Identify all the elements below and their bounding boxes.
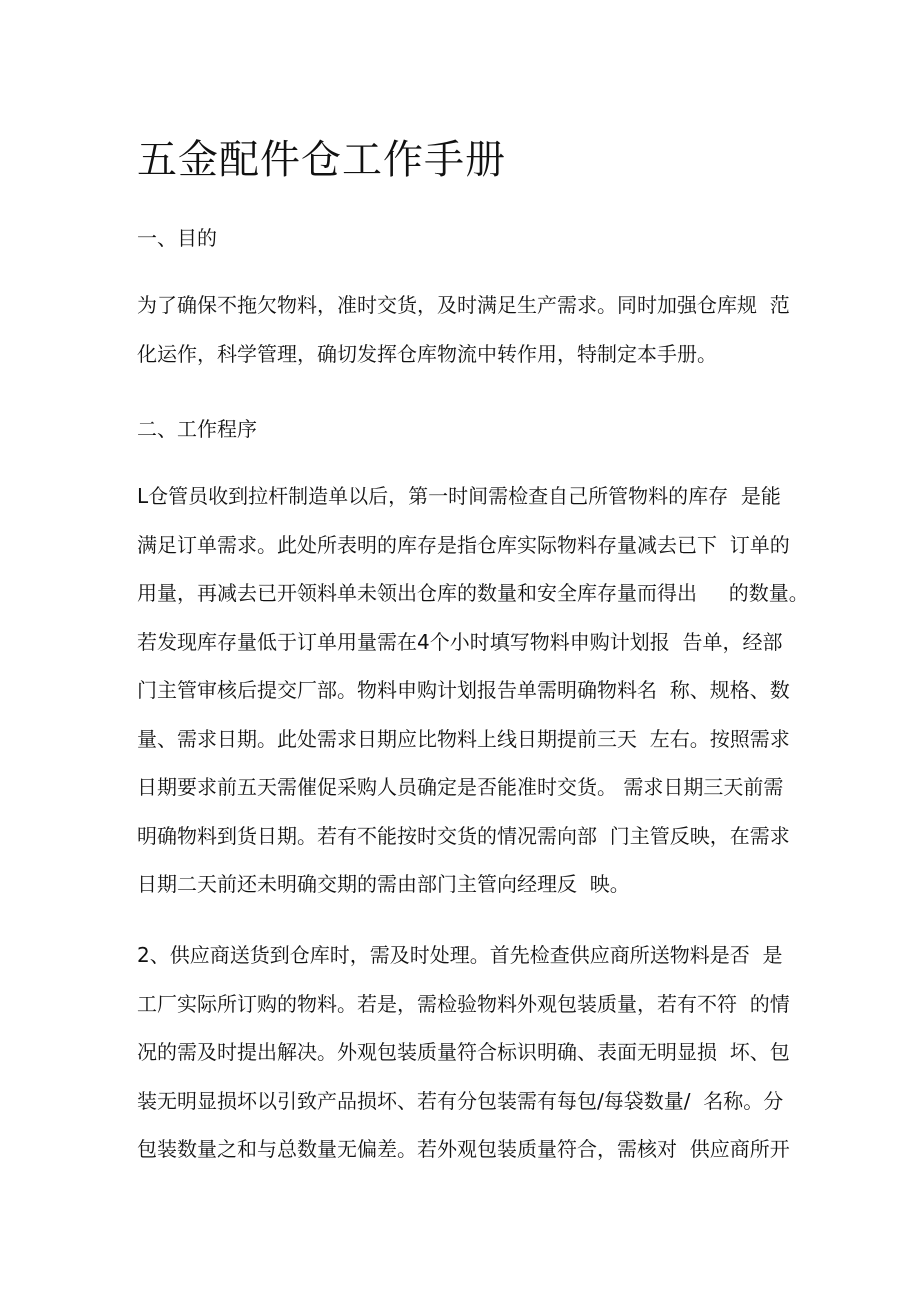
section-heading-procedure: 二、工作程序 (137, 417, 257, 441)
paragraph-line: 2、供应商送货到仓库时，需及时处理。首先检查供应商所送物料是否 是 (137, 943, 783, 967)
paragraph-line: 门主管审核后提交厂部。物料申购计划报告单需明确物料名 称、规格、数 (137, 678, 790, 702)
paragraph-line: 化运作，科学管理，确切发挥仓库物流中转作用，特制定本手册。 (137, 342, 717, 366)
paragraph-line: 满足订单需求。此处所表明的库存是指仓库实际物料存量减去已下 订单的 (137, 533, 790, 557)
paragraph-line: 日期要求前五天需催促采购人员确定是否能准时交货。 需求日期三天前需 (137, 775, 784, 799)
paragraph-line: L仓管员收到拉杆制造单以后，第一时间需检查自己所管物料的库存 是能 (137, 484, 781, 508)
paragraph-line: 明确物料到货日期。若有不能按时交货的情况需向部 门主管反映，在需求 (137, 824, 790, 848)
paragraph-line: 日期二天前还未明确交期的需由部门主管向经理反 映。 (137, 872, 630, 896)
paragraph-line: 量、需求日期。此处需求日期应比物料上线日期提前三天 左右。按照需求 (137, 727, 790, 751)
paragraph-line: 工厂实际所订购的物料。若是，需检验物料外观包装质量，若有不符 的情 (137, 992, 790, 1016)
paragraph-line: 用量，再减去已开领料单未领出仓库的数量和安全库存量而得出 的数量。 (137, 581, 809, 605)
paragraph-line: 包装数量之和与总数量无偏差。若外观包装质量符合，需核对 供应商所开 (137, 1137, 790, 1161)
paragraph-line: 若发现库存量低于订单用量需在4个小时填写物料申购计划报 告单，经部 (137, 630, 783, 654)
paragraph-line: 况的需及时提出解决。外观包装质量符合标识明确、表面无明显损 坏、包 (137, 1040, 790, 1064)
document-title: 五金配件仓工作手册 (137, 137, 506, 183)
paragraph-line: 为了确保不拖欠物料，准时交货，及时满足生产需求。同时加强仓库规 范 (137, 293, 790, 317)
section-heading-purpose: 一、目的 (137, 226, 217, 250)
paragraph-line: 装无明显损坏以引致产品损坏、若有分包装需有每包/每袋数量/ 名称。分 (137, 1089, 784, 1113)
